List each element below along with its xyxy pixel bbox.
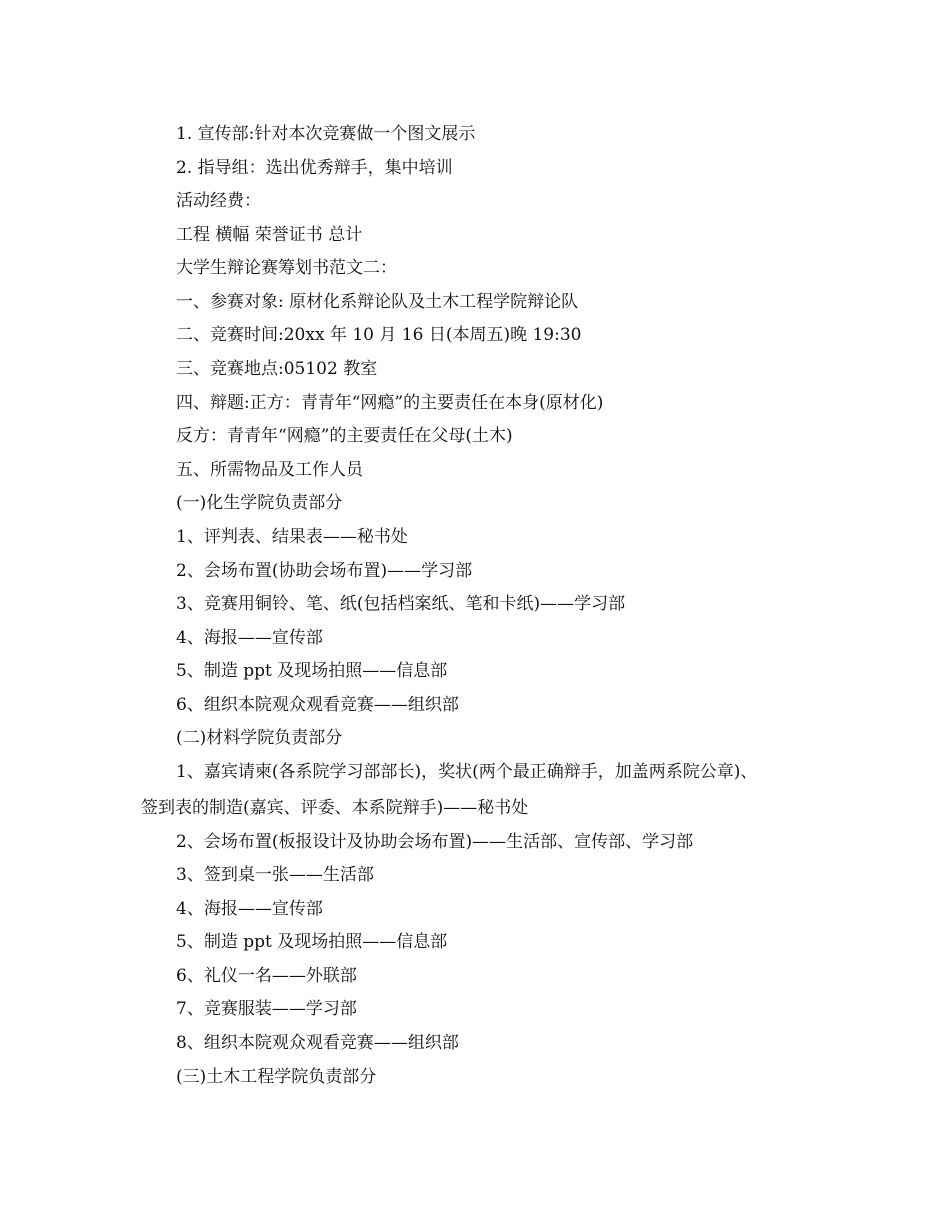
text-line: 工程 横幅 荣誉证书 总计 [176,225,363,245]
subsection-heading: (二)材料学院负责部分 [176,728,343,748]
list-item: 6、礼仪一名——外联部 [176,966,357,986]
list-item: 4、海报——宣传部 [176,628,323,648]
text-line: 2. 指导组：选出优秀辩手，集中培训 [176,158,453,178]
text-line: 活动经费： [176,191,261,211]
text-line: 一、参赛对象: 原材化系辩论队及土木工程学院辩论队 [176,292,579,312]
text-line: 五、所需物品及工作人员 [176,460,363,480]
list-item: 8、组织本院观众观看竞赛——组织部 [176,1033,459,1053]
section-heading: 大学生辩论赛筹划书范文二： [176,258,397,278]
list-item: 6、组织本院观众观看竞赛——组织部 [176,695,459,715]
text-line: 二、竞赛时间:20xx 年 10 月 16 日(本周五)晚 19:30 [176,325,582,345]
list-item: 7、竞赛服装——学习部 [176,999,357,1019]
subsection-heading: (三)土木工程学院负责部分 [176,1067,377,1087]
subsection-heading: (一)化生学院负责部分 [176,493,343,513]
list-item: 1、嘉宾请柬(各系院学习部部长)，奖状(两个最正确辩手，加盖两系院公章)、 [176,762,758,782]
text-line: 四、辩题:正方：青青年“网瘾”的主要责任在本身(原材化) [176,393,604,413]
list-item: 5、制造 ppt 及现场拍照——信息部 [176,661,448,681]
list-item: 5、制造 ppt 及现场拍照——信息部 [176,932,448,952]
list-item: 3、签到桌一张——生活部 [176,865,374,885]
list-item: 4、海报——宣传部 [176,899,323,919]
text-line: 三、竞赛地点:05102 教室 [176,359,378,379]
list-item: 2、会场布置(协助会场布置)——学习部 [176,561,473,581]
list-item: 3、竞赛用铜铃、笔、纸(包括档案纸、笔和卡纸)——学习部 [176,594,626,614]
text-line: 反方：青青年“网瘾”的主要责任在父母(土木) [176,426,513,446]
list-item: 2、会场布置(板报设计及协助会场布置)——生活部、宣传部、学习部 [176,832,694,852]
list-item-continuation: 签到表的制造(嘉宾、评委、本系院辩手)——秘书处 [141,798,529,818]
text-line: 1. 宣传部:针对本次竞赛做一个图文展示 [176,124,476,144]
list-item: 1、评判表、结果表——秘书处 [176,527,408,547]
